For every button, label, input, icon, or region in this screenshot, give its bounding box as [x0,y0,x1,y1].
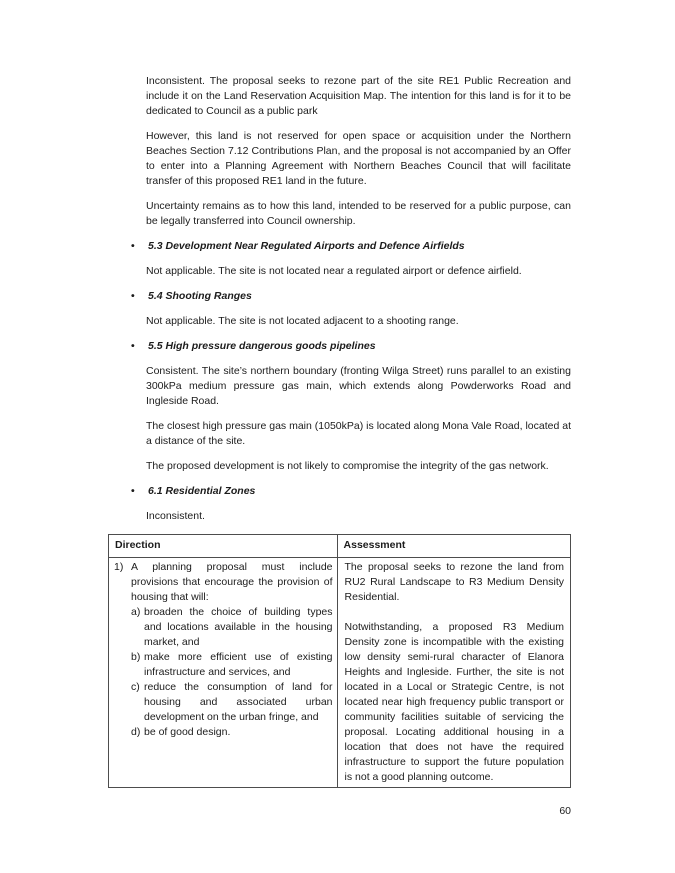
list-marker: b) [131,651,141,663]
section-heading-text: 5.4 Shooting Ranges [148,290,252,302]
list-subitem [131,725,333,740]
paragraph: Inconsistent. The proposal seeks to rezone part of the site RE1 Public Recreation and include it on the Land Reservation Acquisition Map. The intention for this land is for it to be dedicated to Council as a public park [146,75,571,117]
bullet-icon: • [131,290,135,302]
section-heading-text: 5.5 High pressure dangerous goods pipelines [148,340,376,352]
direction-cell [109,558,338,788]
list-marker: d) [131,726,141,738]
paragraph: Not applicable. The site is not located near a regulated airport or defence airfield. [146,265,522,277]
bullet-icon: • [131,485,135,497]
bullet-icon: • [131,340,135,352]
assessment-cell [337,558,570,788]
section-heading-6-1 [131,484,571,499]
page-number: 60 [559,805,571,817]
section-heading-5-4 [131,289,571,304]
list-subitem [131,650,333,680]
paragraph: However, this land is not reserved for open space or acquisition under the Northern Beaches Section 7.12 Contributions Plan, and the proposal is not accompanied by an Offer to enter into a Planning Agreement with Northern Beaches Council that will facilitate transfer of this proposed RE1 land in the future. [146,130,571,187]
paragraph: The closest high pressure gas main (1050kPa) is located along Mona Vale Road, located at a distance of the site. [146,420,571,447]
paragraph: The proposal seeks to rezone the land from RU2 Rural Landscape to R3 Medium Density Residential. [344,561,564,603]
list-marker: c) [131,681,140,693]
list-subitem-text: broaden the choice of building types and locations available in the housing market, and [144,606,333,648]
paragraph: Inconsistent. [146,510,205,522]
paragraph: Notwithstanding, a proposed R3 Medium Density zone is incompatible with the existing low density semi-rural character of Elanora Heights and Ingleside. Further, the site is not located in a Local or Strategic Centre, is not located near high frequency public transport or community facilities suitable of servicing the proposal. Locating additional housing in a location that does not have the required infrastructure to support the future population is not a good planning outcome. [344,621,564,783]
table-row [109,558,571,788]
table-header-assessment: Assessment [337,535,570,558]
list-subitem [131,605,333,650]
section-heading-text: 6.1 Residential Zones [148,485,256,497]
list-marker: a) [131,606,141,618]
list-item-text: A planning proposal must include provisions that encourage the provision of housing that will: [131,561,333,603]
paragraph: Uncertainty remains as to how this land, intended to be reserved for a public purpose, can be legally transferred into Council ownership. [146,200,571,227]
list-subitem-text: make more efficient use of existing infrastructure and services, and [144,651,333,678]
paragraph: Not applicable. The site is not located adjacent to a shooting range. [146,315,459,327]
section-heading-5-3 [131,239,571,254]
list-subitem [131,680,333,725]
list-item [114,560,333,605]
direction-assessment-table [108,534,571,788]
section-heading-text: 5.3 Development Near Regulated Airports and Defence Airfields [148,240,465,252]
table-header-direction: Direction [109,535,338,558]
list-subitem-text: be of good design. [144,726,231,738]
paragraph: Consistent. The site’s northern boundary (fronting Wilga Street) runs parallel to an existing 300kPa medium pressure gas main, which extends along Powderworks Road and Ingleside Road. [146,365,571,407]
table-header-row [109,535,571,558]
page-content [108,74,571,788]
bullet-icon: • [131,240,135,252]
paragraph: The proposed development is not likely to compromise the integrity of the gas network. [146,460,549,472]
section-heading-5-5 [131,339,571,354]
list-marker: 1) [114,561,124,573]
list-subitem-text: reduce the consumption of land for housing and associated urban development on the urban fringe, and [144,681,333,723]
